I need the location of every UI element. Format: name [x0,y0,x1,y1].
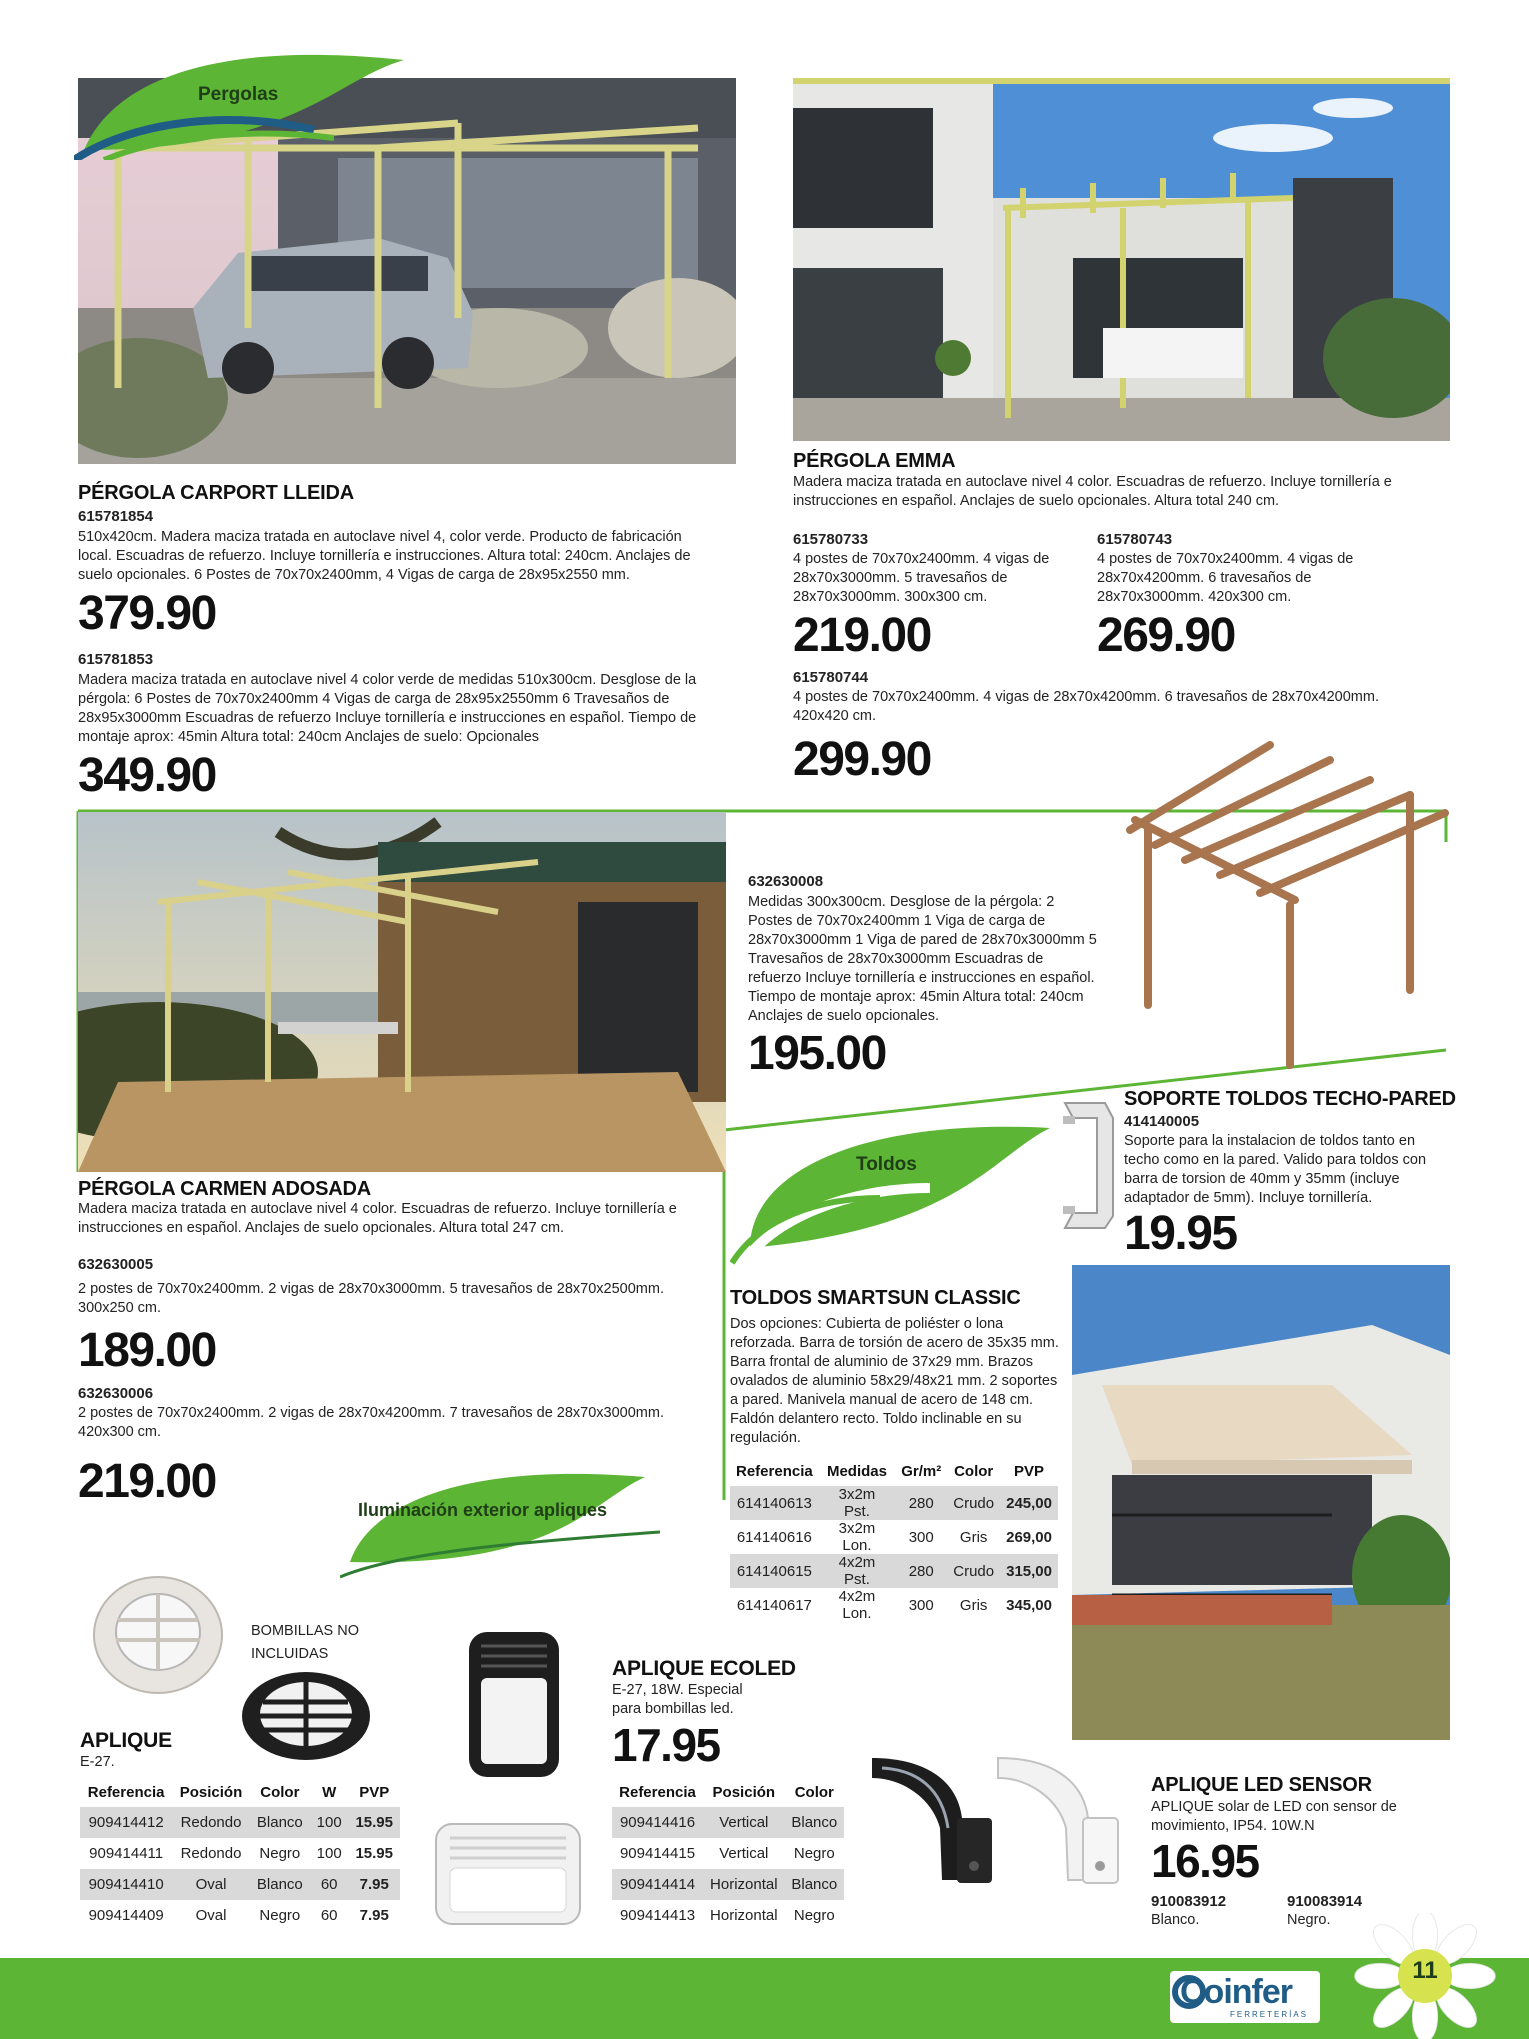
sensor-ref-white: 910083912 [1151,1893,1227,1910]
table-cell: 100 [316,1845,342,1862]
column-header: Color [794,1783,834,1801]
carmen-side-ref: 632630008 [748,873,824,890]
table-cell: 909414415 [619,1845,696,1862]
table-cell-price: 15.95 [355,1845,393,1862]
table-header-row [80,1777,400,1807]
sensor-desc: APLIQUE solar de LED con sensor de movimiento, IP54. 10W.N [1151,1799,1397,1834]
table-cell: 614140616 [736,1528,812,1546]
section-title-toldos: Toldos [856,1154,917,1175]
footer-brand: Coinfer [1180,1973,1292,2011]
awning-photo [1072,1265,1450,1740]
page-number: 11 [1412,1957,1438,1984]
column-header: Color [260,1783,300,1801]
footer-logo [1170,1971,1320,2023]
aplique-desc: E-27. [80,1754,115,1770]
table-cell: 614140617 [736,1596,812,1614]
emma-ref-b: 615780743 [1097,531,1173,548]
soporte-price: 19.95 [1124,1207,1237,1260]
sensor-white-image [988,1748,1123,1890]
carport-ref-1: 615781854 [78,508,154,525]
table-cell: Horizontal [710,1907,778,1924]
table-cell: Gris [959,1528,988,1546]
aplique-white-image [88,1570,228,1700]
sensor-price: 16.95 [1151,1835,1259,1887]
soporte-title: SOPORTE TOLDOS TECHO-PARED [1124,1088,1456,1110]
section-title-iluminacion: Iluminación exterior apliques [358,1500,608,1520]
table-cell: Vertical [719,1845,769,1862]
section-leaf-iluminacion [340,1462,660,1582]
table-row [80,1807,400,1838]
ecoled-desc: E-27, 18W. Especial para bombillas led. [612,1682,743,1717]
sensor-ref-black: 910083914 [1287,1893,1363,1910]
column-header: Posición [179,1783,243,1801]
emma-desc: Madera maciza tratada en autoclave nivel 4 color. Escuadras de refuerzo. Incluye tornillería e instrucciones en español. Anclajes de suelo opcionales. Altura total 240 cm. [793,474,1392,509]
column-header: Referencia [619,1783,696,1801]
smartsun-desc: Dos opciones: Cubierta de poliéster o lona reforzada. Barra de torsión de acero de 35x35 mm. Barra frontal de aluminio de 37x29 mm. Brazos ovalados de aluminio 58x29/48x21 mm. 2 soportes a pared. Manivela manual de acero de 148 cm. Faldón delantero recto. Toldo inclinable en su regulación. [730,1316,1059,1446]
emma-price-c: 299.90 [793,733,931,786]
carmen-title: PÉRGOLA CARMEN ADOSADA [78,1178,372,1200]
table-row [730,1554,1058,1588]
pergola-diagram [1110,735,1455,1070]
table-cell: 3x2m Pst. [819,1486,896,1520]
carmen-photo [78,812,726,1172]
table-cell: 909414412 [80,1807,172,1838]
table-cell: 614140613 [730,1486,819,1520]
sensor-title: APLIQUE LED SENSOR [1151,1774,1372,1796]
table-cell: Oval [195,1907,227,1924]
table-cell: 280 [895,1554,947,1588]
ecoled-price: 17.95 [612,1719,720,1771]
footer-brand-sub: FERRETERÍAS [1230,2010,1309,2019]
carport-price-1: 379.90 [78,587,216,640]
table-cell: 614140615 [730,1554,819,1588]
table-cell: 909414410 [80,1869,172,1900]
table-cell: 909414409 [88,1907,164,1924]
emma-ref-c: 615780744 [793,669,869,686]
table-cell: 4x2m Lon. [838,1588,876,1622]
table-cell: Redondo [180,1845,242,1862]
emma-photo [793,78,1450,441]
table-row [80,1869,400,1900]
ecoled-black-image [465,1628,563,1781]
carmen-desc: Madera maciza tratada en autoclave nivel 4 color. Escuadras de refuerzo. Incluye tornillería e instrucciones en español. Anclajes de suelo opcionales. Altura total 247 cm. [78,1201,677,1236]
carport-price-2: 349.90 [78,749,216,802]
table-cell-price: 7.95 [359,1907,389,1924]
carport-title: PÉRGOLA CARPORT LLEIDA [78,482,354,504]
ecoled-title: APLIQUE ECOLED [612,1657,796,1680]
sensor-black-image [862,1748,997,1890]
carport-desc-2: Madera maciza tratada en autoclave nivel 4 color verde de medidas 510x300cm. Desglose de la pérgola: 6 Postes de 70x70x2400mm 4 Vigas de carga de 28x95x2550mm 6 Travesaños de 28x95x3000mm Escuadras de refuerzo Incluye tornillería e instrucciones en español. Tiempo de montaje aprox: 45min Altura total: 240cm Anclajes de suelo: Opcionales [78,672,697,745]
table-cell: 909414413 [619,1907,696,1924]
column-header: Medidas [826,1462,887,1480]
table-cell-price: 315,00 [1000,1554,1058,1588]
table-row [730,1486,1058,1520]
aplique-table [80,1777,400,1931]
table-cell: Crudo [947,1554,1000,1588]
table-row [730,1588,1058,1622]
section-title-pergolas: Pergolas [198,84,279,105]
table-cell: Blanco [250,1869,310,1900]
table-row [612,1869,844,1900]
table-cell: 3x2m Lon. [838,1520,876,1554]
table-row [612,1838,844,1869]
emma-ref-a: 615780733 [793,531,869,548]
carmen-price-a: 189.00 [78,1324,216,1377]
table-cell: 909414411 [89,1845,164,1862]
smartsun-title: TOLDOS SMARTSUN CLASSIC [730,1287,1021,1309]
table-cell: Negro [793,1845,835,1862]
section-leaf-toldos [730,1108,1050,1268]
carport-desc-1: 510x420cm. Madera maciza tratada en autoclave nivel 4, color verde. Producto de fabricación local. Escuadras de refuerzo. Incluye tornillería e instrucciones. Altura total: 240cm. Anclajes de suelo opcionales. 6 Postes de 70x70x2400mm, 4 Vigas de carga de 28x95x2550 mm. [78,529,691,583]
table-cell: Blanco [250,1807,310,1838]
ecoled-white-image [432,1820,584,1928]
table-cell-price: 245,00 [1000,1486,1058,1520]
table-cell-price: 345,00 [1006,1596,1052,1614]
table-cell: 909414416 [612,1807,703,1838]
emma-price-b: 269.90 [1097,609,1235,662]
table-row [80,1900,400,1931]
page-number-flower [1350,1913,1500,2039]
table-cell: Horizontal [703,1869,785,1900]
carmen-desc-b: 2 postes de 70x70x2400mm. 2 vigas de 28x70x4200mm. 7 travesaños de 28x70x3000mm. 420x300 cm. [78,1405,664,1440]
carmen-side-price: 195.00 [748,1027,886,1080]
column-header: PVP [1014,1462,1045,1480]
sensor-color-white: Blanco. [1151,1912,1200,1928]
aplique-black-image [238,1664,373,1764]
table-cell-price: 7.95 [348,1869,400,1900]
table-cell: Gris [959,1596,988,1614]
emma-price-a: 219.00 [793,609,931,662]
emma-title: PÉRGOLA EMMA [793,450,956,472]
column-header: Posición [712,1783,776,1801]
aplique-note: BOMBILLAS NO INCLUIDAS [251,1623,359,1662]
table-cell: 909414414 [612,1869,703,1900]
column-header: PVP [359,1783,390,1801]
carmen-price-b: 219.00 [78,1455,216,1508]
table-cell: Blanco [785,1807,844,1838]
table-cell: 60 [310,1869,349,1900]
column-header: Color [954,1462,994,1480]
table-header-row [612,1777,844,1807]
table-cell: Oval [172,1869,249,1900]
table-cell: 60 [320,1907,338,1924]
smartsun-table [730,1456,1058,1622]
column-header: Referencia [87,1783,165,1801]
table-row [730,1520,1058,1554]
table-cell: Redondo [172,1807,249,1838]
table-cell-price: 269,00 [1006,1528,1052,1546]
table-cell: Vertical [703,1807,785,1838]
table-cell: 300 [908,1528,934,1546]
sensor-color-black: Negro. [1287,1912,1331,1928]
table-cell: Crudo [947,1486,1000,1520]
table-row [80,1838,400,1869]
emma-desc-b: 4 postes de 70x70x2400mm. 4 vigas de 28x70x4200mm. 6 travesaños de 28x70x3000mm. 420x300 cm. [1097,551,1354,605]
table-cell: Negro [793,1907,835,1924]
table-header-row [730,1456,1058,1486]
carmen-ref-a: 632630005 [78,1256,154,1273]
carmen-desc-a: 2 postes de 70x70x2400mm. 2 vigas de 28x70x3000mm. 5 travesaños de 28x70x2500mm. 300x250 cm. [78,1281,664,1316]
carmen-side-desc: Medidas 300x300cm. Desglose de la pérgola: 2 Postes de 70x70x2400mm 1 Viga de carga de 28x70x3000mm 1 Viga de pared de 28x70x3000mm 5 Travesaños de 28x70x3000mm Escuadras de refuerzo Incluye tornillería e instrucciones en español. Tiempo de montaje aprox: 45min Altura total: 240cm Anclajes de suelo opcionales. [748,894,1097,1024]
soporte-image [1055,1098,1117,1233]
carport-ref-2: 615781853 [78,651,154,668]
emma-desc-a: 4 postes de 70x70x2400mm. 4 vigas de 28x70x3000mm. 5 travesaños de 28x70x3000mm. 300x300 cm. [793,551,1050,605]
table-cell: 4x2m Pst. [819,1554,896,1588]
table-cell: 280 [895,1486,947,1520]
table-cell: Negro [259,1907,301,1924]
column-header: Referencia [736,1462,813,1480]
column-header: Gr/m² [901,1462,942,1480]
table-cell: Negro [259,1845,301,1862]
carmen-ref-b: 632630006 [78,1385,154,1402]
table-cell: 300 [908,1596,934,1614]
section-leaf-pergolas [74,40,404,160]
soporte-desc: Soporte para la instalacion de toldos tanto en techo como en la pared. Valido para toldos con barra de torsion de 40mm y 35mm (incluye adaptador de 5mm). Incluye tornillería. [1124,1133,1427,1206]
table-cell-price: 15.95 [348,1807,400,1838]
table-row [612,1900,844,1931]
table-row [612,1807,844,1838]
emma-desc-c: 4 postes de 70x70x2400mm. 4 vigas de 28x70x4200mm. 6 travesaños de 28x70x4200mm. 420x420 cm. [793,689,1379,724]
table-cell: Blanco [785,1869,844,1900]
column-header: W [322,1783,337,1801]
soporte-ref: 414140005 [1124,1113,1200,1130]
table-cell: 100 [310,1807,349,1838]
ecoled-table [612,1777,844,1931]
aplique-title: APLIQUE [80,1729,172,1752]
